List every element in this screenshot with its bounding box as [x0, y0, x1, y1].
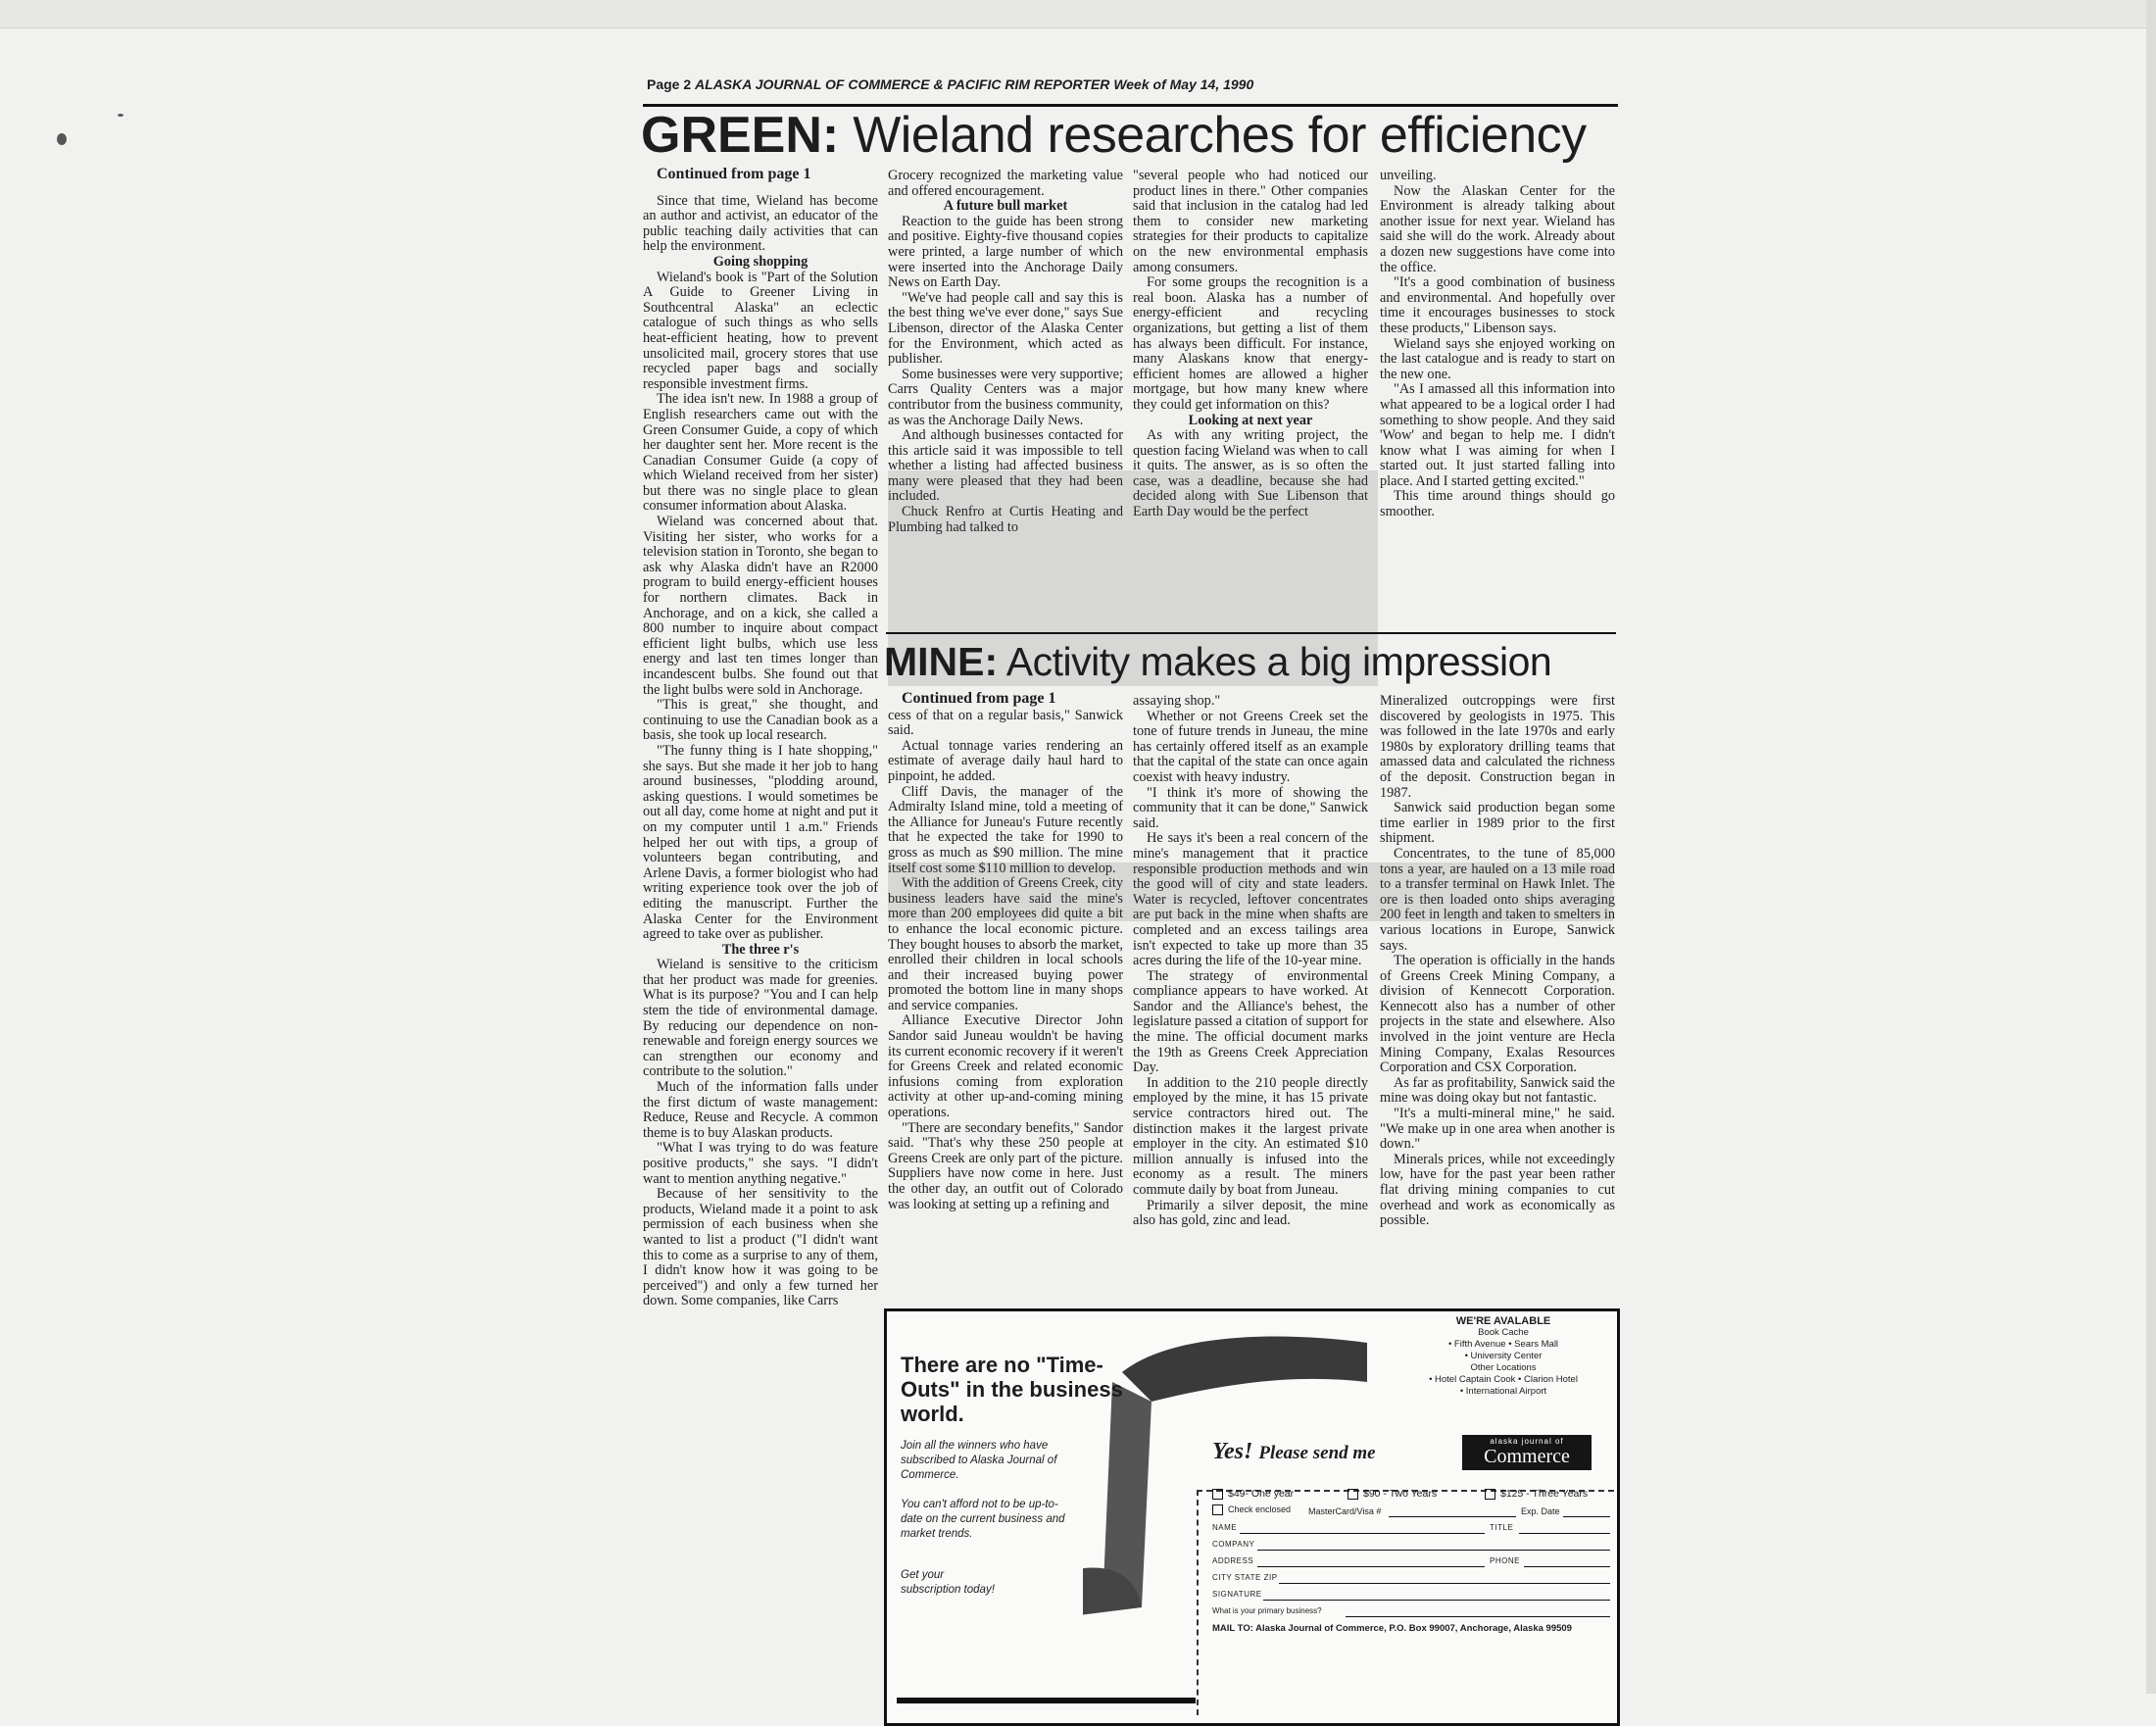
- continued-line: Continued from page 1: [902, 691, 1056, 707]
- title-field[interactable]: [1519, 1533, 1610, 1534]
- location-line: • Fifth Avenue • Sears Mall: [1447, 1339, 1559, 1350]
- please-send-text: Please send me: [1258, 1443, 1376, 1463]
- mine-headline: [884, 639, 1551, 685]
- paragraph: Concentrates, to the tune of 85,000 tons a year, are hauled on a 13 mile road to a transfer terminal on Hawk Inlet. The ore is then loaded onto ships averaging 200 feet in length and taken to smelters in various locations in Europe, Sanwick says.: [1380, 845, 1615, 954]
- logo-small-text: alaska journal of: [1490, 1437, 1564, 1446]
- paragraph: Reaction to the guide has been strong and positive. Eighty-five thousand copies were printed, a large number of which were inserted into the Anchorage Daily News on Earth Day.: [888, 213, 1123, 291]
- title-label: TITLE: [1490, 1523, 1514, 1532]
- paragraph: "It's a multi-mineral mine," he said. "We make up in one area when another is down.": [1380, 1106, 1615, 1153]
- subhead: Going shopping: [712, 253, 808, 270]
- paragraph: "As I amassed all this information into what appeared to be a logical order I had something to show people. And they said 'Wow' and began to help me. I didn't know what I was aiming for when I started out. It just started falling into place. And I started getting excited.": [1380, 381, 1615, 489]
- green-column-1: [643, 167, 878, 1666]
- paragraph: Alliance Executive Director John Sandor said Juneau wouldn't be having its current economic recovery if it weren't for Greens Creek and related economic infusions coming from exploration activity at other up-and-coming mining operations.: [888, 1012, 1123, 1121]
- running-header: [647, 76, 1253, 92]
- paragraph: He says it's been a real concern of the mine's management that it practice responsible production methods and win the good will of city and state leaders. Water is recycled, leftover concentrates are put back in the mine when shafts are completed and an excess tailings area isn't expected to take up more than 35 acres during the life of the 10-year mine.: [1133, 830, 1368, 969]
- paragraph: Grocery recognized the marketing value and offered encouragement.: [888, 169, 1123, 199]
- checkbox[interactable]: [1485, 1489, 1495, 1500]
- paragraph: Some businesses were very supportive; Carrs Quality Centers was a major contributor from the business community, as was the Anchorage Daily News.: [888, 366, 1123, 428]
- paragraph: Because of her sensitivity to the products, Wieland made it a point to ask permission of each business when she wanted to list a product ("I didn't want this to come as a surprise to any of them, I didn't know how it was going to be perceived") and only a few turned her down. Some companies, like Carrs: [643, 1186, 878, 1309]
- scan-border: [0, 0, 2156, 28]
- mine-kicker: MINE:: [884, 639, 999, 684]
- option-label: $125 - Three Years: [1500, 1488, 1589, 1500]
- card-number-line[interactable]: [1389, 1516, 1516, 1517]
- checkbox[interactable]: [1212, 1489, 1223, 1500]
- option-three-years[interactable]: [1485, 1488, 1588, 1500]
- paragraph: "This is great," she thought, and continuing to use the Canadian book as a basis, she took up local research.: [643, 697, 878, 744]
- paragraph: "several people who had noticed our product lines in there." Other companies said that inclusion in the catalog had led them to consider new marketing strategies for their products to capitalize on the new environmental emphasis among consumers.: [1133, 169, 1368, 275]
- paragraph: For some groups the recognition is a real boon. Alaska has a number of energy-efficient and recycling organizations, but getting a list of them has always been difficult. For instance, many Alaskans know that energy-efficient homes are allowed a higher mortgage, but how many knew where they could get information on this?: [1133, 274, 1368, 413]
- paragraph: "I think it's more of showing the community that it can be done," Sanwick said.: [1133, 784, 1368, 831]
- mine-headline-text: Activity makes a big impression: [1005, 639, 1552, 684]
- green-headline-text: Wieland researches for efficiency: [853, 107, 1587, 164]
- paragraph: Wieland's book is "Part of the Solution A Guide to Greener Living in Southcentral Alaska" an eclectic catalogue of such things as who sells heat-efficient heating, how to prevent unsolicited mail, grocery stores that use recycled paper bags and socially responsible investment firms.: [643, 269, 878, 392]
- primary-business-field[interactable]: [1346, 1616, 1610, 1617]
- paragraph: "The funny thing is I hate shopping," she says. But she made it her job to hang around businesses, "plodding around, asking questions. I would sometimes be out all day, come home at night and put it on my computer until 1 a.m." Friends helped her out with tips, a group of volunteers began contributing, and Arlene Davis, a former biologist who had writing experience took over the job of editing the manuscript. Further the Alaska Center for the Environment agreed to take over as publisher.: [643, 742, 878, 943]
- mail-to-address: MAIL TO: Alaska Journal of Commerce, P.O. Box 99007, Anchorage, Alaska 99509: [1212, 1623, 1572, 1634]
- location-line: • Hotel Captain Cook • Clarion Hotel: [1429, 1374, 1578, 1385]
- city-state-zip-field[interactable]: [1279, 1583, 1610, 1584]
- paragraph: Minerals prices, while not exceedingly low, have for the past year been rather flat driving mining companies to cut overhead and work as economically as possible.: [1380, 1151, 1615, 1229]
- checkbox[interactable]: [1212, 1504, 1223, 1515]
- mine-column-1: [888, 691, 1123, 1299]
- city-state-zip-label: CITY STATE ZIP: [1212, 1573, 1278, 1582]
- paragraph: The operation is officially in the hands of Greens Creek Mining Company, a division of Kennecott Corporation. Kennecott also has a number of other projects in the state and elsewhere. Also involved in the joint venture are Hecla Mining Company, Exalas Resources Corporation and CSX Corporation.: [1380, 953, 1615, 1076]
- green-column-2: [888, 169, 1123, 685]
- paragraph: Actual tonnage varies rendering an estimate of average daily haul hard to pinpoint, he added.: [888, 737, 1123, 784]
- issue-date: Week of May 14, 1990: [1113, 76, 1254, 92]
- address-field[interactable]: [1257, 1566, 1485, 1567]
- paragraph: Wieland was concerned about that. Visiting her sister, who works for a television station in Toronto, she began to ask why Alaska didn't have an R2000 program to build energy-efficient houses for northern climates. Back in Anchorage, and on a kick, she called a 800 number to inquire about compact efficient light bulbs, which use less energy and last ten times longer than incandescent bulbs. She found out that the light bulbs were sold in Anchorage.: [643, 514, 878, 698]
- newspaper-page: [635, 59, 1619, 1666]
- company-field[interactable]: [1257, 1550, 1610, 1551]
- phone-label: PHONE: [1490, 1556, 1520, 1565]
- option-label: $49- One year: [1228, 1488, 1295, 1500]
- option-two-years[interactable]: [1348, 1488, 1437, 1500]
- paragraph: As with any writing project, the question facing Wieland was when to call it quits. The answer, as is so often the case, was a deadline, because she had decided along with Sue Libenson that Earth Day would be the perfect: [1133, 427, 1368, 520]
- address-label: ADDRESS: [1212, 1556, 1254, 1565]
- phone-field[interactable]: [1524, 1566, 1610, 1567]
- continued-line: Continued from page 1: [657, 167, 811, 182]
- subscription-ad: [884, 1308, 1620, 1726]
- locations-box: [1405, 1315, 1601, 1398]
- paragraph: Wieland is sensitive to the criticism that her product was made for greenies. What is its purpose? "You and I can help stem the tide of environmental damage. By reducing our dependence on non-renewable and foreign energy sources we can strengthen our economy and contribute to the solution.": [643, 957, 878, 1080]
- scan-speck: [118, 114, 123, 117]
- paragraph: The idea isn't new. In 1988 a group of English researchers came out with the Green Consumer Guide, a copy of which her daughter sent her. More recent is the Canadian Consumer Guide (a copy of which Wieland received from her sister) but there was no single place to glean consumer information about Alaska.: [643, 391, 878, 515]
- paragraph: "What I was trying to do was feature positive products," she says. "I didn't want to mention anything negative.": [643, 1140, 878, 1187]
- journal-logo: [1462, 1435, 1592, 1470]
- name-label: NAME: [1212, 1523, 1238, 1532]
- signature-label: SIGNATURE: [1212, 1590, 1262, 1599]
- yes-please-send: [1212, 1439, 1376, 1465]
- green-column-3: [1133, 169, 1368, 685]
- exp-date-line[interactable]: [1563, 1516, 1610, 1517]
- paragraph: With the addition of Greens Creek, city business leaders have said the mine's more than 200 employees did quite a bit to enhance the local economic picture. They bought houses to absorb the market, enrolled their children in local schools and their increased buying power promoted the bottom line in many shops and service companies.: [888, 875, 1123, 1013]
- paragraph: Wieland says she enjoyed working on the last catalogue and is ready to start on the new one.: [1380, 335, 1615, 382]
- subhead: Looking at next year: [1188, 412, 1313, 428]
- exp-date-label: Exp. Date: [1521, 1506, 1560, 1516]
- company-label: COMPANY: [1212, 1540, 1255, 1549]
- option-one-year[interactable]: [1212, 1488, 1294, 1500]
- paragraph: And although businesses contacted for this article said it was impossible to tell whether a listing had affected business many were pleased that they had been included.: [888, 427, 1123, 505]
- logo-big-text: Commerce: [1484, 1446, 1570, 1467]
- paragraph: Cliff Davis, the manager of the Admiralty Island mine, told a meeting of the Alliance for Juneau's Future recently that he expected the take for 1990 to gross as much as $90 million. The mine itself cost some $110 million to develop.: [888, 783, 1123, 876]
- paragraph: assaying shop.": [1133, 694, 1221, 709]
- yes-text: Yes!: [1212, 1439, 1253, 1464]
- signature-field[interactable]: [1263, 1600, 1610, 1601]
- paragraph: Now the Alaskan Center for the Environment is already talking about another issue for next year. Wieland has said she will do the work. Already about a dozen new suggestions have come into the office.: [1380, 182, 1615, 275]
- paragraph: "We've had people call and say this is the best thing we've ever done," says Sue Libenson, director of the Alaska Center for the Environment, which acted as publisher.: [888, 289, 1123, 368]
- ad-bar: [897, 1698, 1196, 1703]
- scan-speck: [57, 133, 67, 145]
- check-enclosed-option[interactable]: [1212, 1504, 1291, 1515]
- scan-edge: [2146, 0, 2156, 1694]
- mine-column-3: [1380, 694, 1615, 1302]
- paragraph: Sanwick said production began some time earlier in 1989 prior to the first shipment.: [1380, 800, 1615, 847]
- paragraph: Primarily a silver deposit, the mine also has gold, zinc and lead.: [1133, 1197, 1368, 1229]
- location-line: • International Airport: [1459, 1386, 1547, 1397]
- paragraph: unveiling.: [1380, 169, 1437, 183]
- primary-business-label: What is your primary business?: [1212, 1606, 1322, 1615]
- location-line: • University Center: [1464, 1351, 1543, 1361]
- paragraph: Much of the information falls under the first dictum of waste management: Reduce, Reuse and Recycle. A common theme is to buy Alaskan products.: [643, 1079, 878, 1141]
- section-rule: [886, 632, 1616, 634]
- ad-blurb: Get your subscription today!: [901, 1569, 995, 1596]
- paragraph: Chuck Renfro at Curtis Heating and Plumbing had talked to: [888, 504, 1123, 535]
- location-line: Other Locations: [1470, 1362, 1537, 1373]
- location-line: Book Cache: [1478, 1327, 1529, 1338]
- ad-blurb: Join all the winners who have subscribed to Alaska Journal of Commerce.: [901, 1440, 1057, 1481]
- paragraph: Whether or not Greens Creek set the tone of future trends in Juneau, the mine has certainly offered itself as an example that the capital of the state can once again coexist with heavy industry.: [1133, 708, 1368, 785]
- paragraph: Mineralized outcroppings were first discovered by geologists in 1975. This was followed in the late 1970s and early 1980s by exploratory drilling teams that amassed data and calculated the richness of the deposit. Construction began in 1987.: [1380, 694, 1615, 801]
- subhead: A future bull market: [943, 198, 1068, 215]
- paragraph: In addition to the 210 people directly employed by the mine, it has 15 private service contractors hired out. The distinction makes it the largest private employer in the city. An estimated $10 million annually is infused into the economy as a result. The miners commute daily by boat from Juneau.: [1133, 1074, 1368, 1198]
- green-headline: [641, 106, 1587, 165]
- coupon-area: [1197, 1490, 1614, 1715]
- paragraph: "It's a good combination of business and environmental. And hopefully over time it encourages businesses to stock these products," Libenson says.: [1380, 274, 1615, 336]
- paragraph: This time around things should go smoother.: [1380, 488, 1615, 520]
- paragraph: cess of that on a regular basis," Sanwick said.: [888, 707, 1123, 739]
- paragraph: "There are secondary benefits," Sandor said. "That's why these 250 people at Greens Creek are only part of the picture. Suppliers have now come in here. Just the other day, an outfit out of Colorado was looking at setting up a refining and: [888, 1119, 1123, 1212]
- ad-headline: There are no "Time-Outs" in the business world.: [901, 1353, 1123, 1426]
- checkbox[interactable]: [1348, 1489, 1358, 1500]
- locations-title: WE'RE AVALABLE: [1455, 1315, 1551, 1327]
- paragraph: The strategy of environmental compliance appears to have worked. At Sandor and the Alliance's behest, the legislature passed a citation of support for the mine. The official document marks the 19th as Greens Creek Appreciation Day.: [1133, 967, 1368, 1076]
- option-label: $90 - Two Years: [1363, 1488, 1438, 1500]
- ad-blurb: You can't afford not to be up-to-date on the current business and market trends.: [901, 1499, 1065, 1540]
- option-label: Check enclosed: [1228, 1504, 1292, 1514]
- green-column-4: [1380, 169, 1615, 685]
- page-number: Page 2: [647, 76, 692, 92]
- paragraph: As far as profitability, Sanwick said the mine was doing okay but not fantastic.: [1380, 1074, 1615, 1107]
- card-number-label: MasterCard/Visa #: [1308, 1506, 1382, 1516]
- subhead: The three r's: [721, 941, 800, 958]
- publication-name: ALASKA JOURNAL OF COMMERCE & PACIFIC RIM REPORTER: [695, 76, 1110, 92]
- paragraph: Since that time, Wieland has become an author and activist, an educator of the public teaching daily activities that can help the environment.: [643, 192, 878, 255]
- mine-column-2: [1133, 694, 1368, 1302]
- green-kicker: GREEN:: [641, 107, 840, 164]
- name-field[interactable]: [1240, 1533, 1485, 1534]
